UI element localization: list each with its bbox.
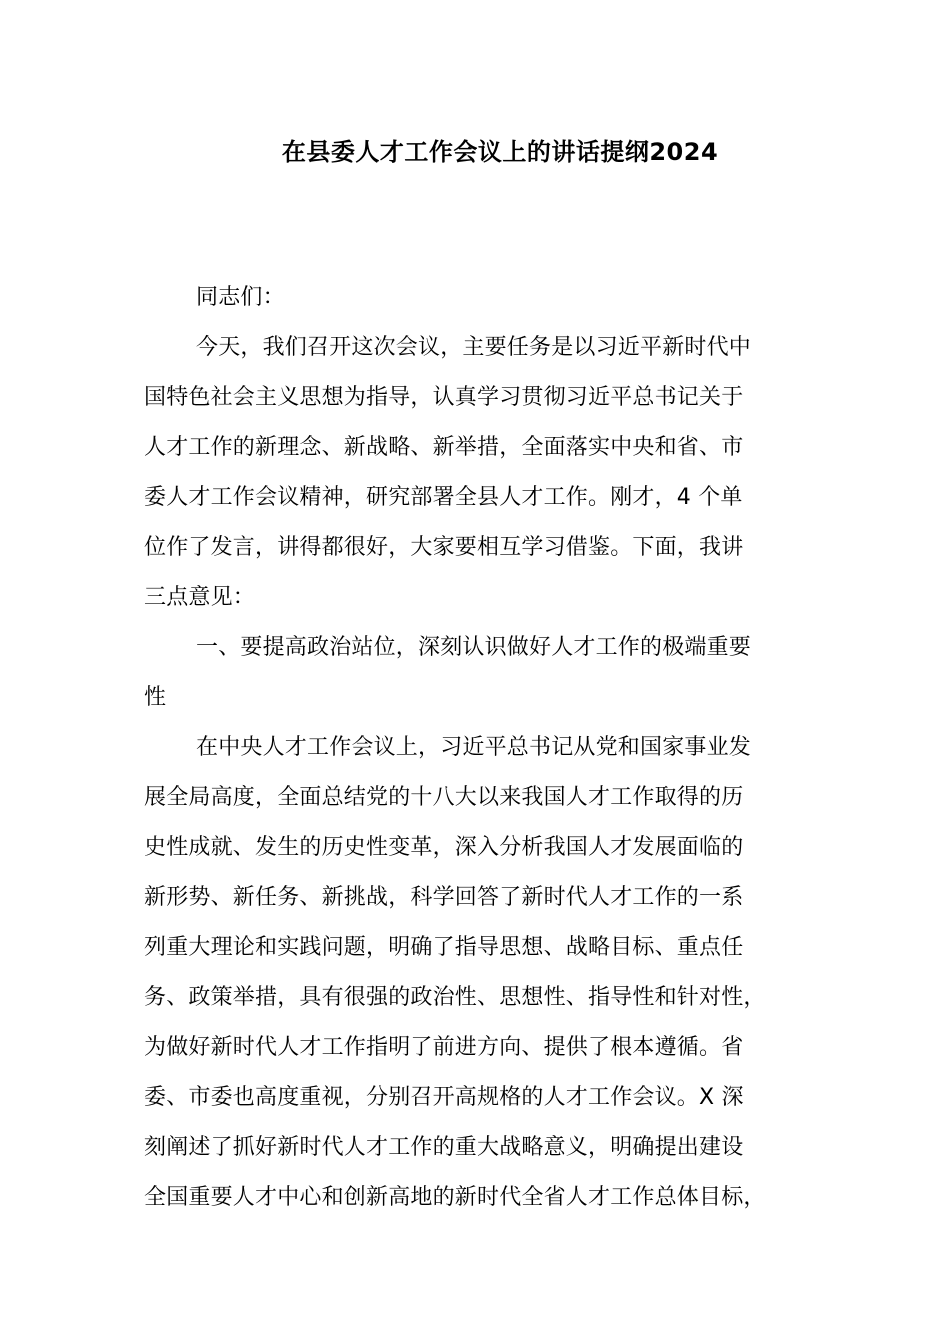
paragraph-line: 同志们： (196, 285, 285, 310)
document-body (144, 273, 844, 1223)
paragraph-line: 国特色社会主义思想为指导，认真学习贯彻习近平总书记关于 (144, 385, 744, 410)
paragraph-line: 委、市委也高度重视，分别召开高规格的人才工作会议。X 深 (144, 1085, 744, 1110)
paragraph-line: 刻阐述了抓好新时代人才工作的重大战略意义，明确提出建设 (144, 1135, 744, 1160)
paragraph-line: 展全局高度，全面总结党的十八大以来我国人才工作取得的历 (144, 785, 744, 810)
paragraph-line: 三点意见： (144, 585, 256, 610)
paragraph-line: 人才工作的新理念、新战略、新举措，全面落实中央和省、市 (144, 435, 744, 460)
paragraph-line: 全国重要人才中心和创新高地的新时代全省人才工作总体目标， (144, 1185, 766, 1210)
paragraph-line: 务、政策举措，具有很强的政治性、思想性、指导性和针对性， (144, 985, 766, 1010)
section-heading-line: 性 (144, 685, 167, 710)
paragraph-line: 史性成就、发生的历史性变革，深入分析我国人才发展面临的 (144, 835, 744, 860)
paragraph-line: 新形势、新任务、新挑战，科学回答了新时代人才工作的一系 (144, 885, 744, 910)
section-heading-line: 一、要提高政治站位，深刻认识做好人才工作的极端重要 (196, 635, 752, 660)
paragraph-line: 委人才工作会议精神，研究部署全县人才工作。刚才，4 个单 (144, 485, 743, 510)
paragraph-line: 位作了发言，讲得都很好，大家要相互学习借鉴。下面，我讲 (144, 535, 744, 560)
paragraph-line: 今天，我们召开这次会议，主要任务是以习近平新时代中 (196, 335, 752, 360)
paragraph-line: 为做好新时代人才工作指明了前进方向、提供了根本遵循。省 (144, 1035, 744, 1060)
paragraph-line: 列重大理论和实践问题，明确了指导思想、战略目标、重点任 (144, 935, 744, 960)
document-title: 在县委人才工作会议上的讲话提纲2024 (281, 138, 719, 166)
paragraph-line: 在中央人才工作会议上，习近平总书记从党和国家事业发 (196, 735, 752, 760)
